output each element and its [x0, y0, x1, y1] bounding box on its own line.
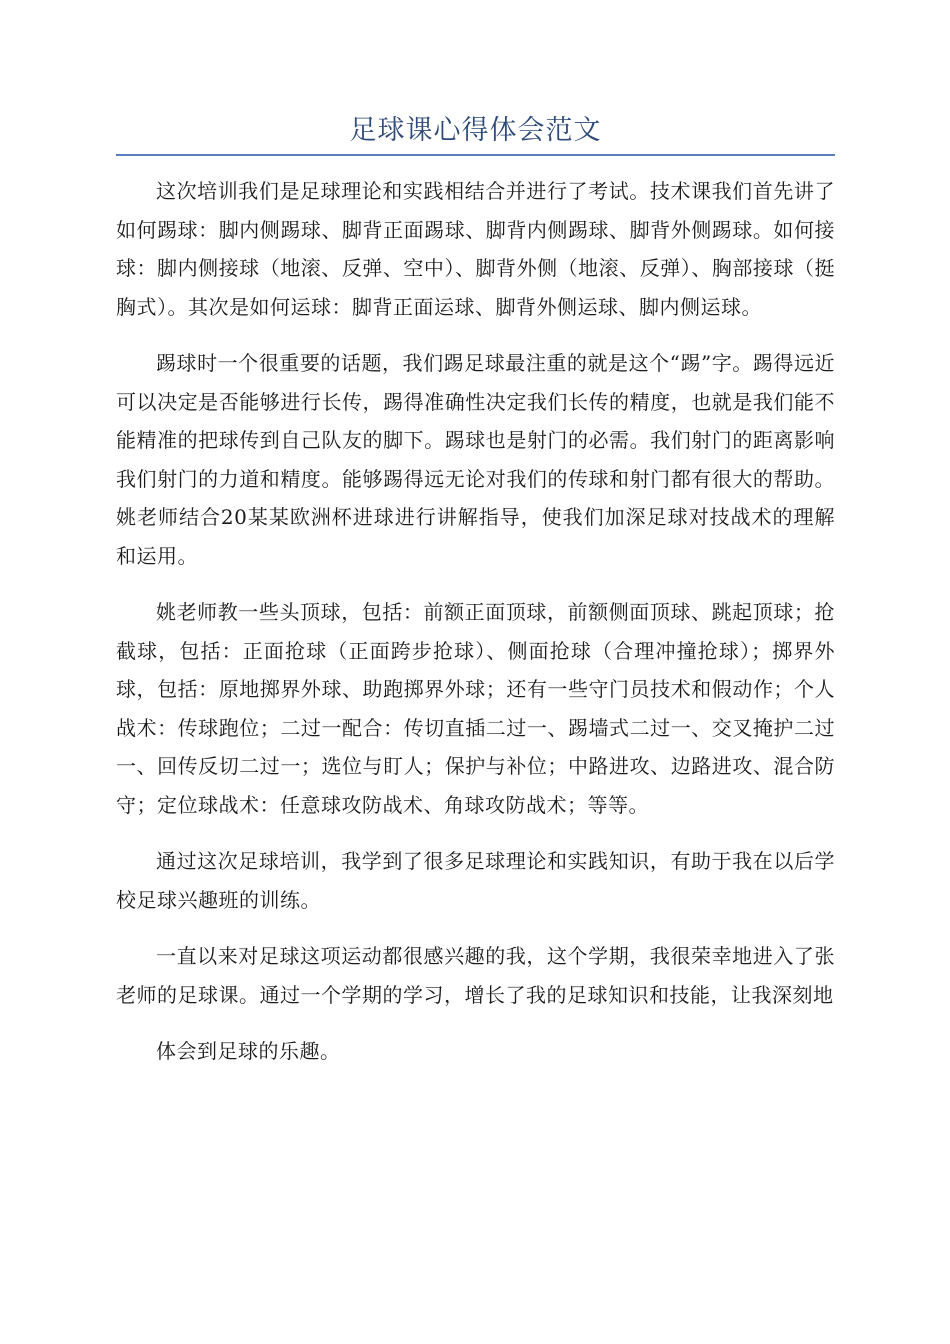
paragraph: 通过这次足球培训，我学到了很多足球理论和实践知识，有助于我在以后学校足球兴趣班的训练。 [116, 849, 835, 912]
paragraph: 这次培训我们是足球理论和实践相结合并进行了考试。技术课我们首先讲了如何踢球：脚内侧踢球、脚背正面踢球、脚背内侧踢球、脚背外侧踢球。如何接球：脚内侧接球（地滚、反弹、空中）、脚背外侧（地滚、反弹）、胸部接球（挺胸式）。其次是如何运球：脚背正面运球、脚背外侧运球、脚内侧运球。 [116, 179, 835, 319]
document-title: 足球课心得体会范文 [349, 115, 602, 146]
paragraph: 体会到足球的乐趣。 [156, 1039, 341, 1063]
paragraph: 一直以来对足球这项运动都很感兴趣的我，这个学期，我很荣幸地进入了张老师的足球课。通过一个学期的学习，增长了我的足球知识和技能，让我深刻地 [116, 944, 835, 1007]
title-underline [116, 154, 835, 156]
paragraph: 姚老师教一些头顶球，包括：前额正面顶球，前额侧面顶球、跳起顶球；抢截球，包括：正面抢球（正面跨步抢球）、侧面抢球（合理冲撞抢球）；掷界外球，包括：原地掷界外球、助跑掷界外球；还有一些守门员技术和假动作；个人战术：传球跑位；二过一配合：传切直插二过一、踢墙式二过一、交叉掩护二过一、回传反切二过一；选位与盯人；保护与补位；中路进攻、边路进攻、混合防守；定位球战术：任意球攻防战术、角球攻防战术；等等。 [116, 600, 835, 817]
document-body [116, 172, 835, 1089]
paragraph: 踢球时一个很重要的话题，我们踢足球最注重的就是这个“踢”字。踢得远近可以决定是否能够进行长传，踢得准确性决定我们长传的精度，也就是我们能不能精准的把球传到自己队友的脚下。踢球也是射门的必需。我们射门的距离影响我们射门的力道和精度。能够踢得远无论对我们的传球和射门都有很大的帮助。姚老师结合20某某欧洲杯进球进行讲解指导，使我们加深足球对技战术的理解和运用。 [116, 351, 835, 568]
title-block [116, 112, 835, 156]
